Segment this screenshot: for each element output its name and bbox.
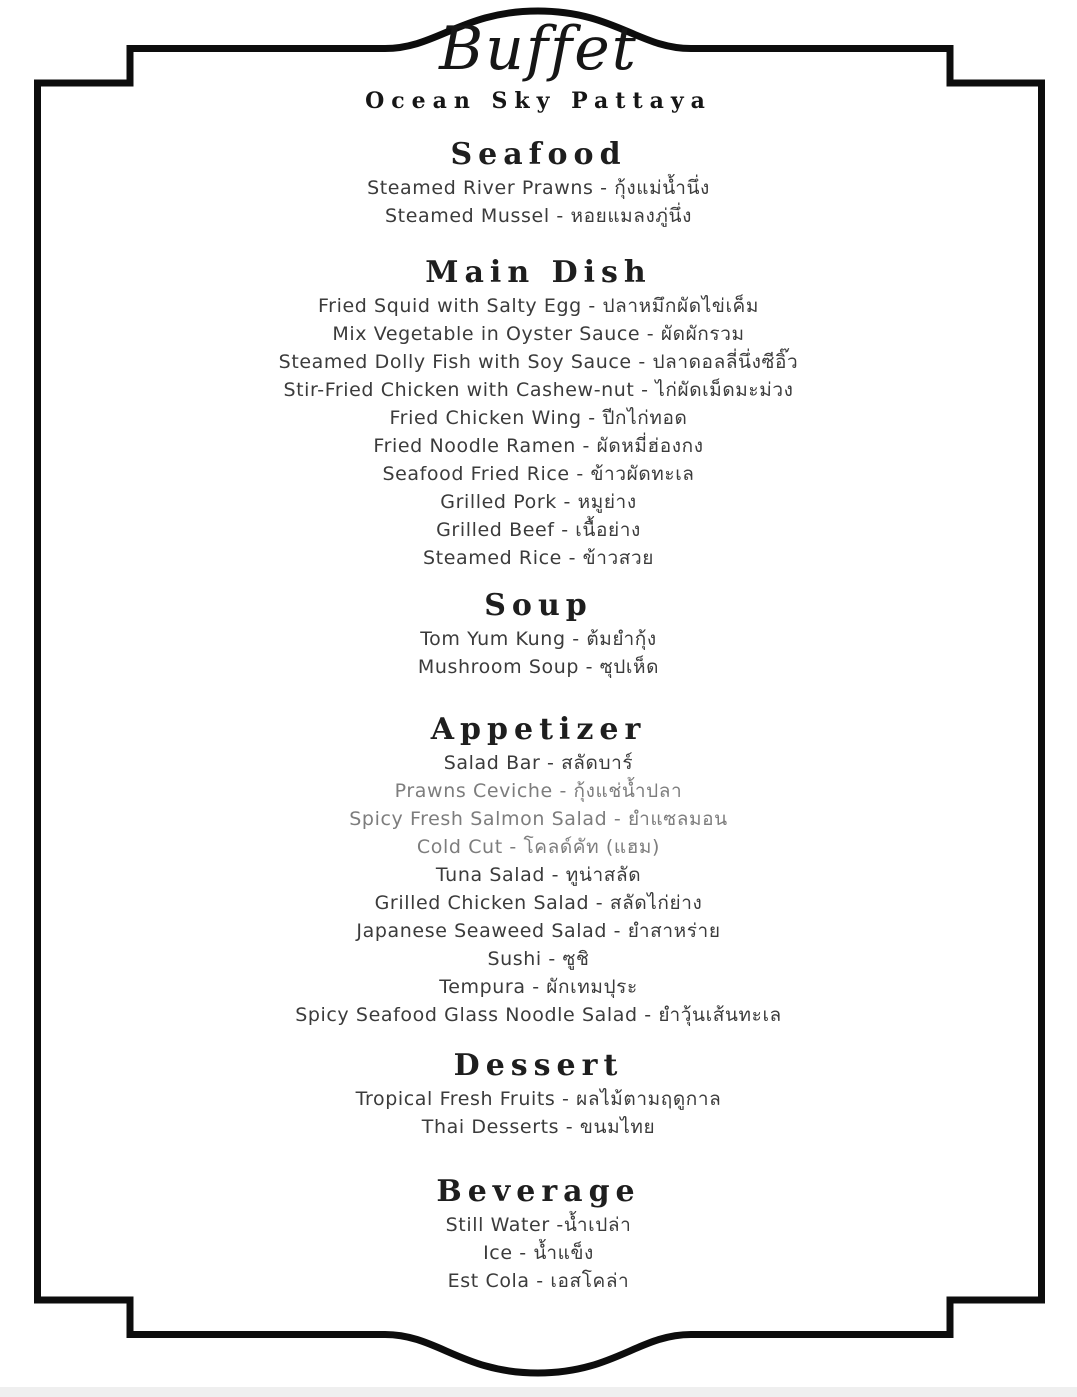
menu-item: Fried Squid with Salty Egg - ปลาหมึกผัดไข่เค็ม — [318, 295, 759, 317]
menu-item: Tom Yum Kung - ต้มยำกุ้ง — [420, 628, 657, 650]
menu-item: Still Water -น้ำเปล่า — [445, 1214, 632, 1236]
section-title: Soup — [484, 588, 593, 623]
menu-item: Sushi - ซูชิ — [487, 948, 590, 970]
menu-item: Grilled Beef - เนื้อย่าง — [436, 519, 641, 541]
menu-item: Japanese Seaweed Salad - ยำสาหร่าย — [356, 920, 721, 942]
section-items — [70, 1211, 1007, 1295]
page-bottom-edge — [0, 1387, 1077, 1397]
menu-item: Cold Cut - โคลด์คัท (แฮม) — [416, 836, 661, 858]
section-items — [70, 625, 1007, 681]
restaurant-name: Ocean Sky Pattaya — [365, 88, 712, 114]
section-title: Seafood — [450, 137, 627, 172]
menu-section — [70, 136, 1007, 230]
menu-item: Salad Bar - สลัดบาร์ — [443, 752, 634, 774]
menu-item: Thai Desserts - ขนมไทย — [421, 1116, 656, 1138]
buffet-script-title: Buffet — [439, 14, 638, 84]
section-title: Appetizer — [430, 712, 647, 747]
menu-section — [70, 254, 1007, 572]
menu-item: Tempura - ผักเทมปุระ — [439, 976, 638, 998]
menu-item: Steamed Dolly Fish with Soy Sauce - ปลาดอลลี่นึ่งซีอิ๊ว — [278, 351, 799, 373]
section-title: Main Dish — [425, 255, 652, 290]
menu-item: Mix Vegetable in Oyster Sauce - ผัดผักรวม — [332, 323, 745, 345]
menu-item: Mushroom Soup - ซุปเห็ด — [417, 656, 660, 678]
section-items — [70, 292, 1007, 572]
section-items — [70, 174, 1007, 230]
menu-section — [70, 711, 1007, 1029]
menu-item: Ice - น้ำแข็ง — [483, 1242, 594, 1264]
menu-item: Spicy Fresh Salmon Salad - ยำแซลมอน — [349, 808, 728, 830]
menu-sections — [70, 136, 1007, 1295]
section-title: Beverage — [436, 1174, 641, 1209]
menu-section — [70, 1047, 1007, 1141]
menu-item: Tuna Salad - ทูน่าสลัด — [435, 864, 642, 886]
menu-header — [0, 12, 1077, 114]
menu-section — [70, 587, 1007, 681]
menu-item: Fried Chicken Wing - ปีกไก่ทอด — [389, 407, 688, 429]
menu-item: Est Cola - เอสโคล่า — [447, 1270, 630, 1292]
menu-item: Steamed Mussel - หอยแมลงภู่นึ่ง — [384, 205, 693, 227]
menu-item: Steamed Rice - ข้าวสวย — [422, 547, 655, 569]
menu-section — [70, 1173, 1007, 1295]
menu-item: Tropical Fresh Fruits - ผลไม้ตามฤดูกาล — [355, 1088, 722, 1110]
menu-item: Stir-Fried Chicken with Cashew-nut - ไก่ผัดเม็ดมะม่วง — [283, 379, 794, 401]
menu-item: Grilled Chicken Salad - สลัดไก่ย่าง — [374, 892, 703, 914]
menu-item: Steamed River Prawns - กุ้งแม่น้ำนึ่ง — [367, 177, 710, 199]
menu-item: Grilled Pork - หมูย่าง — [440, 491, 637, 513]
section-title: Dessert — [453, 1048, 624, 1083]
section-items — [70, 1085, 1007, 1141]
section-items — [70, 749, 1007, 1029]
menu-item: Fried Noodle Ramen - ผัดหมี่ฮ่องกง — [373, 435, 704, 457]
menu-item: Seafood Fried Rice - ข้าวผัดทะเล — [382, 463, 695, 485]
menu-item: Prawns Ceviche - กุ้งแช่น้ำปลา — [394, 780, 683, 802]
menu-item: Spicy Seafood Glass Noodle Salad - ยำวุ้นเส้นทะเล — [295, 1004, 782, 1026]
